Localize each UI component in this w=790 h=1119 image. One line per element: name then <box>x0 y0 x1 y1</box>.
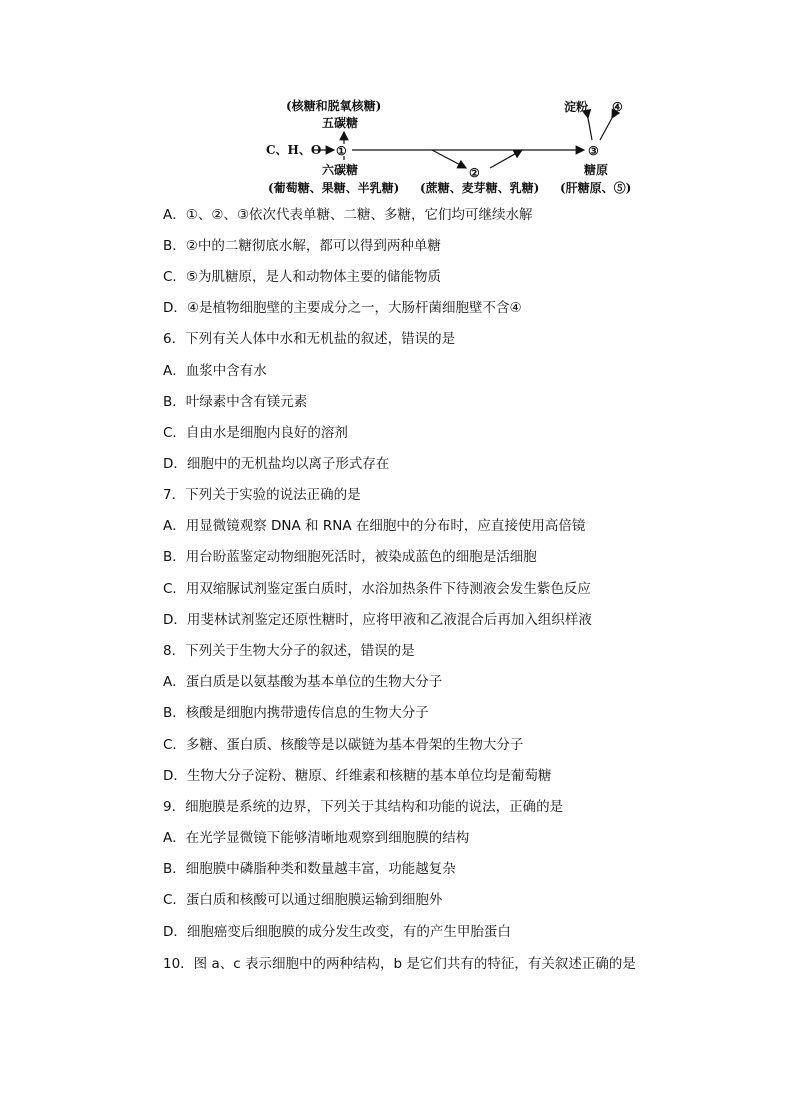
option-6c: C．自由水是细胞内良好的溶剂 <box>163 425 348 441</box>
option-8a: A．蛋白质是以氨基酸为基本单位的生物大分子 <box>163 674 443 690</box>
option-9a: A．在光学显微镜下能够清晰地观察到细胞膜的结构 <box>163 830 470 846</box>
option-5d: D．④是植物细胞壁的主要成分之一，大肠杆菌细胞壁不含④ <box>163 300 522 316</box>
option-5a: A．①、②、③依次代表单糖、二糖、多糖，它们均可继续水解 <box>163 207 533 223</box>
option-7d: D．用斐林试剂鉴定还原性糖时，应将甲液和乙液混合后再加入组织样液 <box>163 612 592 628</box>
arrow-to-starch <box>588 118 592 140</box>
question-10: 10．图 a、c 表示细胞中的两种结构，b 是它们共有的特征，有关叙述正确的是 <box>163 956 636 972</box>
option-7a: A．用显微镜观察 DNA 和 RNA 在细胞中的分布时，应直接使用高倍镜 <box>163 518 586 534</box>
pentose-label: 五碳糖 <box>322 116 359 130</box>
question-9: 9．细胞膜是系统的边界，下列关于其结构和功能的说法，正确的是 <box>163 799 564 815</box>
node-1: ① <box>336 144 347 158</box>
option-6a: A．血浆中含有水 <box>163 363 267 379</box>
arrow-to-node2 <box>432 150 466 168</box>
option-9d: D．细胞癌变后细胞膜的成分发生改变，有的产生甲胎蛋白 <box>163 924 511 940</box>
question-8: 8．下列关于生物大分子的叙述，错误的是 <box>163 643 415 659</box>
arrow-to-node4 <box>600 118 612 140</box>
option-9b: B．细胞膜中磷脂种类和数量越丰富，功能越复杂 <box>163 861 456 877</box>
option-5b: B．②中的二糖彻底水解，都可以得到两种单糖 <box>163 238 441 254</box>
node-2: ② <box>469 166 480 180</box>
option-7b: B．用台盼蓝鉴定动物细胞死活时，被染成蓝色的细胞是活细胞 <box>163 549 537 565</box>
node-4: ④ <box>612 100 623 114</box>
option-8d: D．生物大分子淀粉、糖原、纤维素和核糖的基本单位均是葡萄糖 <box>163 768 552 784</box>
option-9c: C．蛋白质和核酸可以通过细胞膜运输到细胞外 <box>163 892 443 908</box>
option-7c: C．用双缩脲试剂鉴定蛋白质时，水浴加热条件下待测液会发生紫色反应 <box>163 581 591 597</box>
diagram-svg <box>262 96 662 198</box>
option-5c: C．⑤为肌糖原，是人和动物体主要的储能物质 <box>163 269 442 285</box>
elements-label: C、H、O <box>266 143 322 157</box>
starch-label: 淀粉 <box>564 100 589 114</box>
hexose-label: 六碳糖 <box>322 163 359 177</box>
option-6b: B．叶绿素中含有镁元素 <box>163 394 308 410</box>
question-6: 6．下列有关人体中水和无机盐的叙述，错误的是 <box>163 331 456 347</box>
glycogen-label: 糖原 <box>584 163 609 177</box>
disaccharide-examples-label: (蔗糖、麦芽糖、乳糖) <box>420 181 540 195</box>
option-6d: D．细胞中的无机盐均以离子形式存在 <box>163 456 390 472</box>
option-8b: B．核酸是细胞内携带遗传信息的生物大分子 <box>163 705 429 721</box>
hexose-examples-label: (葡萄糖、果糖、半乳糖) <box>268 181 400 195</box>
sugar-classification-diagram <box>262 96 662 198</box>
question-7: 7．下列关于实验的说法正确的是 <box>163 487 361 503</box>
node-3: ③ <box>588 144 599 158</box>
arrow-from-node2 <box>490 150 522 168</box>
option-8c: C．多糖、蛋白质、核酸等是以碳链为基本骨架的生物大分子 <box>163 737 524 753</box>
pentose-examples-label: (核糖和脱氧核糖) <box>286 99 382 113</box>
glycogen-examples-label: (肝糖原、⑤) <box>560 181 632 195</box>
